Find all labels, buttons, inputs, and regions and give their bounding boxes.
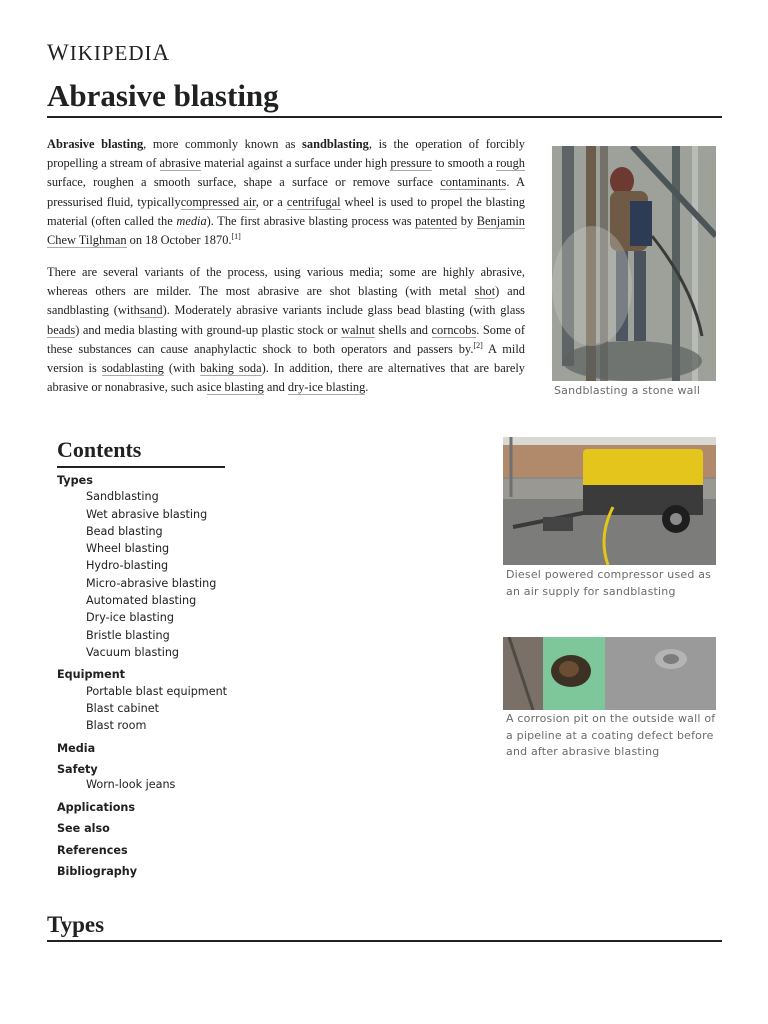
toc-item-dry-ice-blasting[interactable]: Dry-ice blasting [86, 611, 174, 624]
toc-item-blast-cabinet[interactable]: Blast cabinet [86, 702, 159, 715]
corrosion-image [503, 637, 716, 710]
text: . A pressurised fluid, typically [47, 175, 525, 209]
toc-item-blast-room[interactable]: Blast room [86, 719, 147, 732]
link-corncobs[interactable]: corncobs [431, 322, 477, 337]
text: , is the operation of forcibly propelling a stream of [47, 137, 525, 171]
text: ) and sandblasting (with [47, 284, 525, 318]
toc-item-micro-abrasive-blasting[interactable]: Micro-abrasive blasting [86, 577, 217, 590]
caption-line: A corrosion pit on the outside wall of [506, 712, 716, 725]
logo-initial: W [47, 40, 70, 65]
link-benjamin-chew-tilghman[interactable]: Benjamin Chew Tilghman [47, 213, 525, 248]
text: . [365, 380, 369, 395]
link-rough[interactable]: rough [496, 156, 525, 171]
toc-item-automated-blasting[interactable]: Automated blasting [86, 594, 197, 607]
toc-item-wheel-blasting[interactable]: Wheel blasting [86, 542, 170, 555]
figure-caption-corrosion [506, 711, 721, 761]
text: There are several variants of the process, using various media; some are highly abrasive, whereas others are milder. The most abrasive are shot blasting (with metal [47, 265, 525, 299]
contents-heading: Contents [57, 436, 225, 468]
toc-item-portable-blast-equipment[interactable]: Portable blast equipment [86, 685, 228, 698]
text: shells and [374, 322, 432, 337]
text: by [457, 213, 477, 228]
text: ). The first abrasive blasting process was [206, 213, 416, 228]
sandblasting-image [552, 146, 716, 381]
toc-item-equipment[interactable]: Equipment [57, 668, 126, 681]
text: and [263, 380, 288, 395]
toc-item-sandblasting[interactable]: Sandblasting [86, 490, 159, 503]
compressor-image [503, 437, 716, 565]
toc-item-safety[interactable]: Safety [57, 763, 98, 776]
text: material against a surface under high [200, 156, 391, 171]
toc-item-vacuum-blasting[interactable]: Vacuum blasting [86, 646, 180, 659]
corrosion-photo[interactable] [503, 637, 716, 710]
page-title: Abrasive blasting [47, 76, 722, 118]
reference-link[interactable]: [2] [473, 340, 483, 350]
intro-paragraph-1 [47, 135, 525, 250]
link-sodablasting[interactable]: sodablasting [101, 361, 164, 376]
text: A mild version is [47, 341, 525, 376]
text: ) and media blasting with ground-up plastic stock or [75, 322, 342, 337]
figure-caption-stone-wall: Sandblasting a stone wall [554, 384, 701, 397]
link-shot[interactable]: shot [474, 284, 496, 299]
caption-line: a pipeline at a coating defect before [506, 728, 714, 742]
toc-item-references[interactable]: References [57, 844, 128, 857]
text: ). Moderately abrasive variants include glass bead blasting (with glass [162, 303, 526, 318]
caption-line: and after abrasive blasting [506, 745, 660, 758]
toc-item-types[interactable]: Types [57, 474, 93, 487]
link-walnut[interactable]: walnut [341, 322, 375, 337]
logo-final: A [152, 40, 171, 65]
text: to smooth a [431, 156, 497, 171]
link-patented[interactable]: patented [415, 213, 458, 228]
figure-caption-compressor [506, 567, 721, 600]
link-pressure[interactable]: pressure [390, 156, 432, 171]
sandblasting-photo[interactable] [552, 146, 716, 381]
link-baking-soda[interactable]: baking soda [200, 361, 262, 376]
intro-paragraph-2 [47, 263, 525, 397]
toc-item-wet-abrasive-blasting[interactable]: Wet abrasive blasting [86, 508, 208, 521]
logo-middle: IKIPEDI [69, 41, 153, 65]
italic-term: media [176, 213, 207, 228]
link-sand[interactable]: sand [139, 303, 163, 318]
link-abrasive[interactable]: abrasive [159, 156, 201, 171]
toc-item-bibliography[interactable]: Bibliography [57, 865, 138, 878]
link-contaminants[interactable]: contaminants [440, 175, 507, 190]
caption-line: an air supply for sandblasting [506, 584, 676, 598]
text: , or a [255, 194, 287, 209]
compressor-photo[interactable] [503, 437, 716, 565]
reference-link[interactable]: [1] [231, 231, 241, 241]
link-centrifugal[interactable]: centrifugal [286, 194, 341, 209]
link-ice-blasting[interactable]: ice blasting [207, 380, 264, 395]
toc-item-bead-blasting[interactable]: Bead blasting [86, 525, 163, 538]
toc-item-worn-look-jeans[interactable]: Worn-look jeans [86, 778, 176, 791]
toc-item-bristle-blasting[interactable]: Bristle blasting [86, 629, 170, 642]
toc-item-applications[interactable]: Applications [57, 801, 136, 814]
section-heading-types: Types [47, 910, 722, 942]
text: . Some of these substances can cause anaphylactic shock to both operators and passers by. [47, 322, 525, 356]
text: ). In addition, there are alternatives that are barely abrasive or nonabrasive, such as [47, 361, 525, 395]
link-beads[interactable]: beads [47, 322, 76, 337]
toc-item-media[interactable]: Media [57, 742, 96, 755]
caption-line: Diesel powered compressor used as [506, 568, 712, 581]
link-compressed-air[interactable]: compressed air [180, 194, 256, 209]
text: wheel is used to propel the blasting material (often called the [47, 194, 526, 228]
text: , more commonly known as [143, 137, 303, 151]
bold-term: Abrasive blasting [47, 137, 144, 151]
toc-item-hydro-blasting[interactable]: Hydro-blasting [86, 559, 169, 572]
link-dry-ice-blasting[interactable]: dry-ice blasting [287, 380, 366, 395]
toc-item-see-also[interactable]: See also [57, 822, 110, 835]
text: (with [163, 361, 201, 376]
text: on 18 October 1870. [126, 233, 232, 248]
text: surface, roughen a smooth surface, shape a surface or remove surface [47, 175, 441, 190]
bold-term: sandblasting [302, 137, 369, 151]
wikipedia-logo[interactable] [47, 40, 170, 66]
